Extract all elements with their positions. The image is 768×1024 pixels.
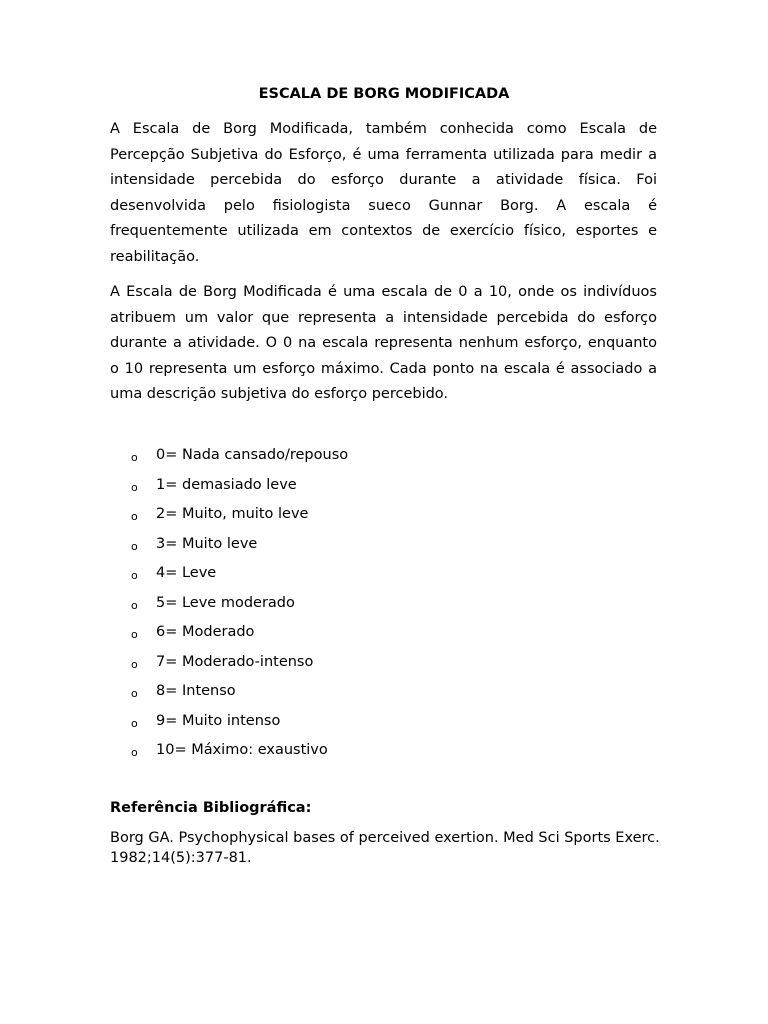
scale-item-label: 0= Nada cansado/repouso [156,447,349,463]
scale-item-label: 10= Máximo: exaustivo [156,742,328,758]
list-item [0,533,768,563]
bullet-icon: o [131,480,138,494]
scale-item-label: 4= Leve [156,565,217,581]
list-item [0,503,768,533]
list-item [0,651,768,681]
list-item [0,474,768,504]
list-item [0,592,768,622]
scale-item-label: 6= Moderado [156,624,255,640]
bullet-icon: o [131,451,138,464]
bullet-icon: o [131,687,138,700]
list-item [0,680,768,710]
scale-item-label: 3= Muito leve [156,535,258,552]
list-item [0,562,768,592]
bullet-icon: o [131,510,138,523]
scale-item-label: 5= Leve moderado [156,594,295,611]
list-item [0,621,768,651]
scale-description-paragraph: A Escala de Borg Modificada é uma escala de 0 a 10, onde os indivíduos atribuem um valor que representa a intensidade percebida do esforço durante a atividade. O 0 na escala representa nenhum esforço, enquanto o 10 representa um esforço máximo. Cada ponto na escala é associado a uma descrição subjetiva do esforço percebido. [110,284,657,403]
borg-scale-list [0,444,768,769]
bullet-icon: o [131,716,138,730]
list-item [0,710,768,740]
bullet-icon: o [131,598,138,612]
bullet-icon: o [131,539,138,553]
scale-item-label: 8= Intenso [156,683,236,699]
bullet-icon: o [131,628,138,641]
reference-citation: Borg GA. Psychophysical bases of perceived exertion. Med Sci Sports Exerc. 1982;14(5):377-81. [110,830,660,866]
bullet-icon: o [131,657,138,671]
scale-item-label: 1= demasiado leve [156,476,297,493]
bullet-icon: o [131,569,138,582]
scale-item-label: 7= Moderado-intenso [156,653,314,670]
reference-heading: Referência Bibliográfica: [110,800,312,816]
list-item [0,444,768,474]
intro-paragraph: A Escala de Borg Modificada, também conhecida como Escala de Percepção Subjetiva do Esforço, é uma ferramenta utilizada para medir a intensidade percebida do esforço durante a atividade física. Foi desenvolvida pelo fisiologista sueco Gunnar Borg. A escala é frequentemente utilizada em contextos de exercício físico, esportes e reabilitação. [110,121,657,265]
scale-item-label: 9= Muito intenso [156,712,281,729]
bullet-icon: o [131,746,138,759]
scale-item-label: 2= Muito, muito leve [156,506,309,522]
list-item [0,739,768,769]
document-title: ESCALA DE BORG MODIFICADA [258,86,510,102]
